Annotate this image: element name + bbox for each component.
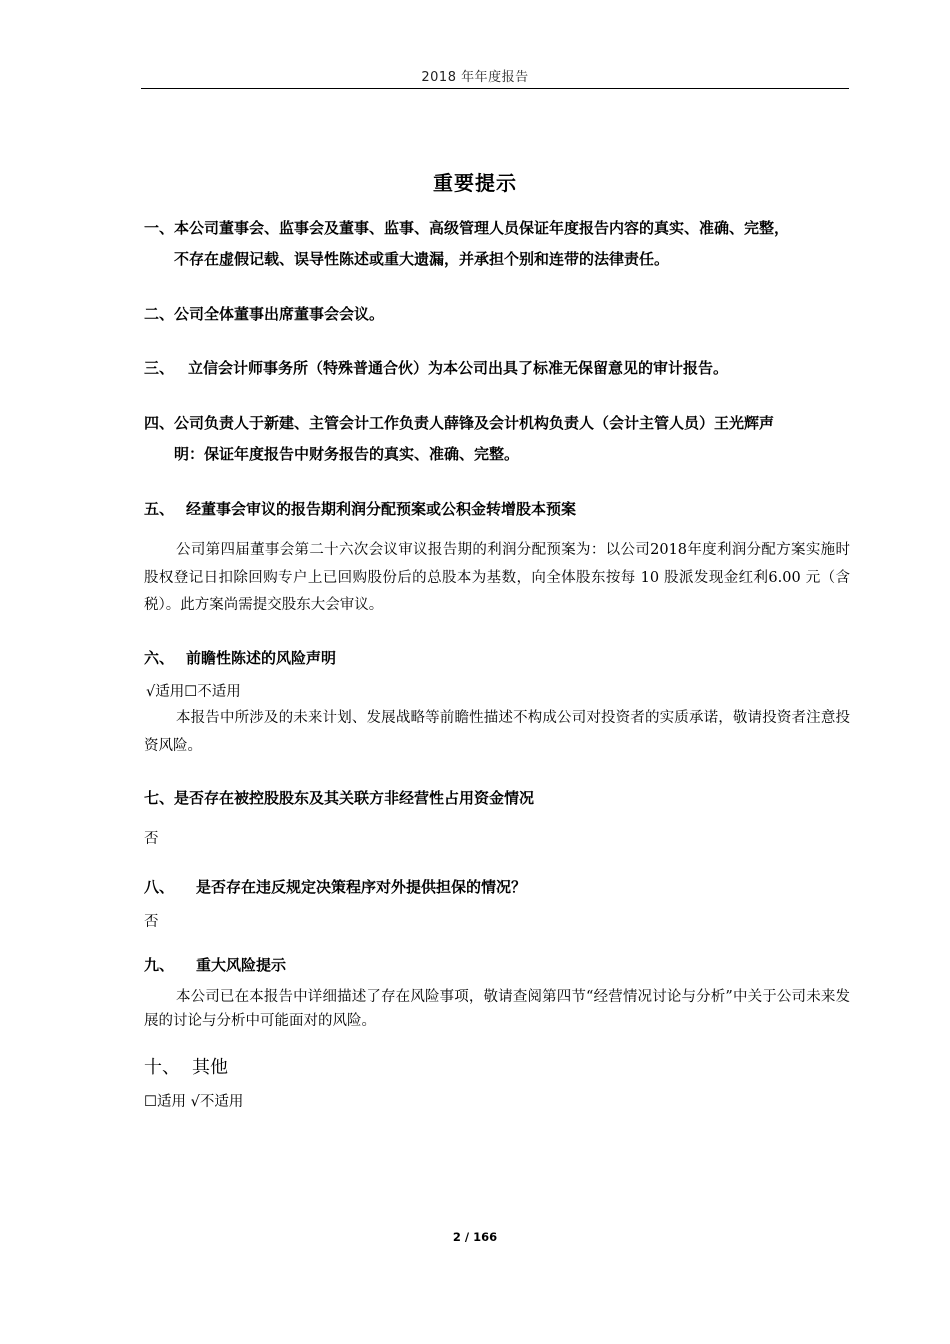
header-divider: [141, 88, 849, 89]
item-five-heading-text: 经董事会审议的报告期利润分配预案或公积金转增股本预案: [186, 500, 577, 518]
item-one-line1: 一、本公司董事会、监事会及董事、监事、高级管理人员保证年度报告内容的真实、准确、完整，: [144, 219, 790, 237]
item-two: 二、公司全体董事出席董事会会议。: [144, 305, 385, 323]
item-six-number: 六、: [144, 649, 175, 667]
item-eight-heading: [144, 872, 850, 903]
item-nine-heading: [144, 950, 850, 981]
item-six-heading: [144, 643, 850, 674]
item-ten-heading-text: 其他: [192, 1057, 228, 1078]
item-four-line1: 四、公司负责人于新建、主管会计工作负责人薛锋及会计机构负责人（会计主管人员）王光辉声: [144, 414, 775, 432]
item-ten-heading: [144, 1053, 228, 1079]
item-eight-number: 八、: [144, 878, 175, 896]
item-one: [144, 213, 850, 275]
page-number: 2 / 166: [452, 1230, 498, 1244]
item-seven-heading: 七、是否存在被控股股东及其关联方非经营性占用资金情况: [144, 789, 535, 807]
item-eight-heading-text: 是否存在违反规定决策程序对外提供担保的情况？: [196, 878, 527, 896]
item-eight-answer: 否: [144, 914, 159, 930]
item-four-line2: 明：保证年度报告中财务报告的真实、准确、完整。: [174, 445, 520, 463]
page-title: 重要提示: [433, 171, 517, 195]
item-nine-number: 九、: [144, 956, 175, 974]
item-four: [144, 408, 850, 470]
item-one-line2: 不存在虚假记载、误导性陈述或重大遗漏，并承担个别和连带的法律责任。: [174, 250, 670, 268]
item-five-heading: [144, 494, 850, 525]
item-nine-heading-text: 重大风险提示: [196, 956, 287, 974]
item-three-number: 三、: [144, 359, 175, 377]
running-header: 2018 年年度报告: [421, 70, 529, 85]
item-five-body: 公司第四届董事会第二十六次会议审议报告期的利润分配预案为：以公司2018年度利润分配方案实施时股权登记日扣除回购专户上已回购股份后的总股本为基数，向全体股东按每 10 股派发现金红利6.00 元（含税）。此方案尚需提交股东大会审议。: [144, 542, 850, 613]
item-nine-body: 本公司已在本报告中详细描述了存在风险事项，敬请查阅第四节“经营情况讨论与分析”中关于公司未来发展的讨论与分析中可能面对的风险。: [144, 989, 850, 1029]
item-three-text: 立信会计师事务所（特殊普通合伙）为本公司出具了标准无保留意见的审计报告。: [188, 359, 729, 377]
item-ten-number: 十、: [144, 1057, 180, 1078]
item-six-heading-text: 前瞻性陈述的风险声明: [186, 649, 337, 667]
item-ten-applicability: ☐适用 √不适用: [144, 1094, 244, 1110]
item-three: [144, 353, 850, 384]
item-seven-answer: 否: [144, 831, 159, 847]
item-six-applicability: √适用☐不适用: [146, 684, 241, 700]
item-five-number: 五、: [144, 500, 175, 518]
item-six-body: 本报告中所涉及的未来计划、发展战略等前瞻性描述不构成公司对投资者的实质承诺，敬请投资者注意投资风险。: [144, 710, 850, 754]
